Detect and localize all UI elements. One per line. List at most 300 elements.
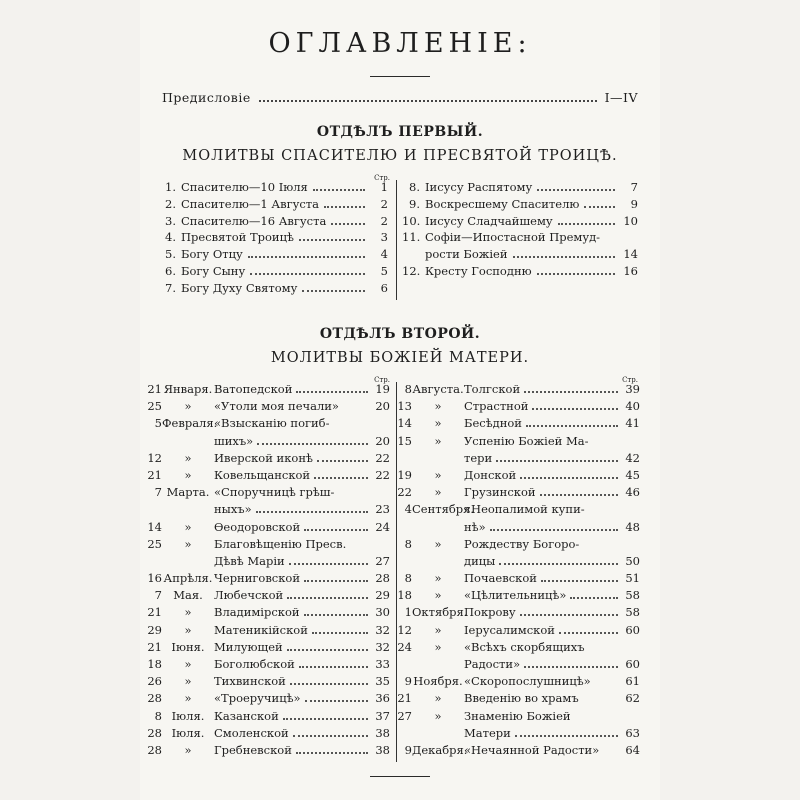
page-column-label: Стр. [374, 376, 390, 384]
leader-dots [490, 529, 618, 531]
entry-title: Ѳеодоровской [214, 519, 301, 534]
section2-heading: ОТДѢЛЪ ВТОРОЙ. [319, 326, 481, 342]
entry-day: 18 [397, 588, 412, 603]
entry-page: 32 [375, 639, 390, 654]
toc-entry [140, 451, 390, 468]
leader-dots [515, 735, 618, 737]
entry-page: 7 [630, 180, 638, 194]
entry-day: 13 [397, 399, 412, 414]
entry-month: » [434, 433, 442, 448]
entry-page: 3 [380, 230, 388, 245]
entry-page: 63 [625, 725, 640, 740]
leader-dots [520, 614, 618, 616]
entry-number: 11. [402, 230, 421, 245]
entry-title: «Цѣлительницѣ» [464, 588, 567, 603]
preface-label: Предисловіе [162, 90, 251, 105]
entry-month: » [434, 571, 442, 586]
entry-page: 24 [375, 519, 390, 534]
leader-dots [532, 408, 618, 410]
leader-dots [513, 256, 615, 258]
entry-title: Тихвинской [214, 674, 286, 689]
entry-title: Любечской [214, 588, 284, 603]
entry-title: «Споручницѣ грѣш- [214, 485, 335, 500]
entry-title: Почаевской [464, 571, 537, 586]
toc-entry [402, 180, 638, 197]
toc-entry [140, 674, 390, 691]
toc-entry [140, 382, 390, 399]
entry-month: Августа. [412, 382, 464, 396]
toc-entry [140, 640, 390, 657]
entry-page: 33 [375, 657, 390, 671]
leader-dots [499, 563, 618, 565]
toc-entry [158, 230, 388, 247]
entry-month: Января. [163, 382, 213, 396]
entry-day: 15 [397, 433, 412, 448]
entry-page: 20 [375, 399, 390, 414]
column-divider [396, 180, 397, 300]
toc-entry [140, 588, 390, 605]
entry-month: Іюля. [171, 708, 205, 723]
toc-entry [390, 399, 640, 416]
entry-day: 22 [397, 485, 412, 500]
toc-entry [390, 468, 640, 485]
entry-title: Донской [464, 467, 517, 482]
entry-day: 9 [404, 742, 412, 757]
entry-page: 28 [375, 571, 390, 586]
entry-title: Покрову [464, 605, 516, 620]
entry-month: » [184, 691, 192, 706]
entry-month: » [434, 639, 442, 654]
entry-month: » [434, 536, 442, 551]
entry-day: 1 [404, 605, 412, 620]
entry-day: 14 [147, 519, 162, 534]
entry-day: 28 [147, 691, 162, 706]
entry-title: Знаменію Божіей [464, 708, 571, 723]
entry-title: Страстной [464, 399, 529, 414]
leader-dots [313, 189, 365, 191]
book-page [140, 0, 660, 800]
entry-title: Спасителю—10 Іюля [181, 180, 308, 194]
toc-entry [140, 743, 390, 760]
toc-entry [140, 605, 390, 622]
entry-month: » [434, 416, 442, 431]
entry-title: шихъ» [214, 433, 254, 448]
leader-dots [314, 477, 368, 479]
toc-entry [140, 520, 390, 537]
entry-number: 3. [165, 213, 176, 228]
leader-dots [299, 666, 368, 668]
entry-day: 9 [404, 674, 412, 689]
entry-title: Толгской [464, 382, 521, 396]
entry-title: Іисусу Сладчайшему [425, 213, 553, 228]
entry-title: Милующей [214, 639, 283, 654]
entry-page: 27 [375, 553, 390, 568]
section2-title: МОЛИТВЫ БОЖІЕЙ МАТЕРИ. [270, 350, 530, 366]
leader-dots [331, 223, 365, 225]
entry-page: 20 [375, 433, 390, 448]
entry-month: » [184, 622, 192, 637]
entry-page: 61 [625, 674, 640, 689]
entry-title: «Взысканію погиб- [214, 416, 330, 431]
section1-right-column [402, 180, 638, 281]
entry-page: 42 [625, 450, 640, 465]
toc-entry [140, 434, 390, 451]
title-rule [370, 76, 430, 77]
toc-entry [140, 468, 390, 485]
entry-title: «Неопалимой купи- [464, 502, 585, 517]
entry-page: 46 [625, 485, 640, 500]
entry-page: 16 [623, 263, 638, 278]
page-column-label: Стр. [374, 174, 390, 182]
entry-day: 4 [404, 502, 412, 517]
entry-page: 38 [375, 742, 390, 757]
preface-pages: I—IV [604, 90, 638, 105]
entry-page: 6 [380, 280, 388, 295]
leader-dots [520, 477, 618, 479]
entry-title: ныхъ» [214, 502, 252, 517]
leader-dots [296, 391, 368, 393]
entry-month: Апрѣля. [163, 571, 213, 586]
entry-month: » [434, 467, 442, 482]
entry-title: Іерусалимской [464, 622, 555, 637]
entry-month: » [434, 485, 442, 500]
entry-title: нѣ» [464, 519, 486, 534]
leader-dots [541, 580, 618, 582]
leader-dots [296, 752, 368, 754]
entry-number: 8. [409, 180, 420, 194]
entry-month: Сентября. [412, 502, 475, 517]
section1-heading: ОТДѢЛЪ ПЕРВЫЙ. [316, 124, 484, 140]
leader-dots [559, 632, 618, 634]
leader-dots [304, 529, 368, 531]
toc-entry [158, 214, 388, 231]
toc-entry [140, 485, 390, 502]
entry-page: 45 [625, 467, 640, 482]
leader-dots [584, 206, 615, 208]
entry-page: 4 [380, 247, 388, 262]
entry-month: » [184, 536, 192, 551]
entry-day: 7 [154, 588, 162, 603]
entry-title: Черниговской [214, 571, 301, 586]
entry-title: Боголюбской [214, 657, 295, 671]
entry-day: 21 [147, 382, 162, 396]
entry-title: Смоленской [214, 725, 289, 740]
entry-day: 12 [397, 622, 412, 637]
entry-page: 2 [380, 213, 388, 228]
toc-entry [140, 709, 390, 726]
entry-month: » [184, 467, 192, 482]
entry-title: Гребневской [214, 742, 292, 757]
toc-entry [390, 537, 640, 554]
entry-day: 14 [397, 416, 412, 431]
entry-page: 40 [625, 399, 640, 414]
entry-day: 27 [397, 708, 412, 723]
entry-month: Ноября. [413, 674, 463, 689]
entry-title: Ковельщанской [214, 467, 311, 482]
toc-entry [402, 214, 638, 231]
entry-month: » [184, 657, 192, 671]
entry-title: Иверской иконѣ [214, 450, 313, 465]
entry-title: Матеникійской [214, 622, 308, 637]
entry-title: «Утоли моя печали» [214, 399, 339, 414]
section2-right-column [390, 382, 640, 760]
entry-day: 25 [147, 399, 162, 414]
entry-title: Кресту Господню [425, 263, 532, 278]
entry-page: 10 [623, 213, 638, 228]
toc-entry [390, 554, 640, 571]
entry-page: 35 [375, 674, 390, 689]
entry-day: 8 [404, 536, 412, 551]
entry-page: 48 [625, 519, 640, 534]
toc-entry [158, 247, 388, 264]
entry-month: » [184, 519, 192, 534]
leader-dots [317, 460, 368, 462]
toc-entry [140, 502, 390, 519]
entry-day: 21 [147, 467, 162, 482]
entry-day: 7 [154, 485, 162, 500]
toc-entry [140, 537, 390, 554]
toc-entry [390, 743, 640, 760]
entry-title: рости Божіей [425, 247, 508, 262]
entry-month: » [184, 450, 192, 465]
entry-day: 29 [147, 622, 162, 637]
entry-month: » [184, 605, 192, 620]
leader-dots [305, 700, 368, 702]
entry-title: Введенію во храмъ [464, 691, 579, 706]
leader-dots [540, 494, 618, 496]
entry-month: Іюля. [171, 725, 205, 740]
entry-day: 12 [147, 450, 162, 465]
entry-number: 7. [165, 280, 176, 295]
entry-month: Октября. [412, 605, 468, 620]
entry-day: 5 [154, 416, 162, 431]
entry-title: Воскресшему Спасителю [425, 196, 580, 211]
entry-title: Радости» [464, 657, 521, 671]
entry-month: » [434, 691, 442, 706]
entry-title: Владимірской [214, 605, 300, 620]
entry-page: 23 [375, 502, 390, 517]
leader-dots [290, 683, 368, 685]
leader-dots [526, 425, 618, 427]
entry-page: 1 [380, 180, 388, 194]
leader-dots [250, 273, 365, 275]
entry-page: 58 [625, 605, 640, 620]
entry-number: 10. [402, 213, 421, 228]
toc-entry [390, 502, 640, 519]
entry-month: » [184, 742, 192, 757]
toc-entry [390, 588, 640, 605]
entry-title: «Нечаянной Радости» [464, 742, 600, 757]
toc-entry [140, 657, 390, 674]
leader-dots [256, 511, 368, 513]
toc-entry [140, 571, 390, 588]
entry-page: 38 [375, 725, 390, 740]
entry-page: 29 [375, 588, 390, 603]
entry-day: 28 [147, 742, 162, 757]
entry-title: Грузинской [464, 485, 536, 500]
entry-page: 39 [625, 382, 640, 396]
section1-left-column [158, 180, 388, 298]
entry-page: 5 [380, 263, 388, 278]
entry-title: Пресвятой Троицѣ [181, 230, 294, 245]
leader-dots [283, 718, 368, 720]
entry-day: 8 [404, 382, 412, 396]
leader-dots [259, 100, 597, 102]
entry-day: 19 [397, 467, 412, 482]
toc-entry [390, 605, 640, 622]
entry-number: 1. [165, 180, 176, 194]
entry-day: 21 [147, 639, 162, 654]
toc-entry [390, 451, 640, 468]
leader-dots [537, 273, 615, 275]
entry-title: Спасителю—1 Августа [181, 196, 320, 211]
leader-dots [496, 460, 618, 462]
toc-entry [390, 520, 640, 537]
toc-entry [390, 416, 640, 433]
toc-entry [390, 623, 640, 640]
toc-entry [140, 726, 390, 743]
toc-entry [390, 640, 640, 657]
toc-entry [140, 623, 390, 640]
toc-entry [390, 434, 640, 451]
entry-title: Рождеству Богоро- [464, 536, 580, 551]
entry-month: » [434, 708, 442, 723]
entry-month: » [184, 399, 192, 414]
toc-entry [390, 485, 640, 502]
leader-dots [524, 391, 618, 393]
entry-page: 14 [623, 247, 638, 262]
entry-day: 21 [397, 691, 412, 706]
entry-title: «Троеручицѣ» [214, 691, 301, 706]
leader-dots [302, 290, 365, 292]
toc-entry [158, 180, 388, 197]
toc-entry [158, 197, 388, 214]
entry-number: 6. [165, 263, 176, 278]
entry-month: » [434, 399, 442, 414]
toc-entry [140, 691, 390, 708]
entry-title: Бесѣдной [464, 416, 522, 431]
entry-page: 36 [375, 691, 390, 706]
toc-entry [402, 247, 638, 264]
leader-dots [304, 580, 368, 582]
leader-dots [324, 206, 365, 208]
entry-page: 64 [625, 742, 640, 757]
entry-month: Іюня. [171, 639, 205, 654]
toc-entry [402, 230, 638, 247]
entry-title: «Скоропослушницѣ» [464, 674, 591, 689]
leader-dots [304, 614, 368, 616]
entry-title: тери [464, 450, 493, 465]
toc-entry [390, 382, 640, 399]
leader-dots [537, 189, 615, 191]
entry-number: 2. [165, 196, 176, 211]
entry-day: 8 [154, 708, 162, 723]
entry-title: Ватопедской [214, 382, 293, 396]
entry-title: Благовѣщенію Пресв. [214, 536, 347, 551]
leader-dots [287, 649, 368, 651]
entry-month: Марта. [166, 485, 210, 500]
leader-dots [558, 223, 615, 225]
entry-title: Дѣвѣ Маріи [214, 553, 285, 568]
entry-day: 24 [397, 639, 412, 654]
entry-title: Успенію Божіей Ма- [464, 433, 589, 448]
bottom-rule [370, 776, 430, 777]
entry-title: дицы [464, 553, 496, 568]
entry-page: 60 [625, 657, 640, 671]
entry-title: Матери [464, 725, 511, 740]
entry-month: Февраля. [162, 416, 218, 431]
page-column-label: Стр. [622, 376, 638, 384]
entry-title: Богу Отцу [181, 247, 243, 262]
leader-dots [299, 239, 365, 241]
section2-left-column [140, 382, 390, 760]
entry-title: Іисусу Распятому [425, 180, 533, 194]
toc-entry [140, 416, 390, 433]
entry-page: 30 [375, 605, 390, 620]
entry-title: Богу Сыну [181, 263, 246, 278]
leader-dots [257, 443, 368, 445]
entry-day: 21 [147, 605, 162, 620]
entry-page: 22 [375, 467, 390, 482]
entry-number: 12. [402, 263, 421, 278]
entry-number: 5. [165, 247, 176, 262]
entry-page: 60 [625, 622, 640, 637]
entry-page: 2 [380, 196, 388, 211]
entry-title: Казанской [214, 708, 279, 723]
entry-page: 32 [375, 622, 390, 637]
entry-title: Богу Духу Святому [181, 280, 298, 295]
leader-dots [293, 735, 368, 737]
entry-page: 50 [625, 553, 640, 568]
toc-entry [158, 264, 388, 281]
entry-month: » [434, 588, 442, 603]
entry-month: » [184, 674, 192, 689]
entry-number: 4. [165, 230, 176, 245]
toc-entry [140, 554, 390, 571]
entry-page: 62 [625, 691, 640, 706]
entry-title: Софіи—Ипостасной Премуд- [425, 230, 601, 245]
preface-entry [162, 90, 638, 106]
toc-entry [390, 571, 640, 588]
toc-entry [402, 197, 638, 214]
entry-page: 51 [625, 571, 640, 586]
toc-entry [158, 281, 388, 298]
leader-dots [287, 597, 368, 599]
entry-month: Декабря. [412, 742, 468, 757]
entry-day: 18 [147, 657, 162, 671]
toc-entry [140, 399, 390, 416]
leader-dots [570, 597, 618, 599]
toc-entry [390, 691, 640, 708]
entry-title: «Всѣхъ скорбящихъ [464, 639, 585, 654]
toc-entry [390, 709, 640, 726]
entry-day: 8 [404, 571, 412, 586]
toc-entry [402, 264, 638, 281]
page-title: ОГЛАВЛЕНІЕ: [268, 28, 532, 59]
entry-title: Спасителю—16 Августа [181, 213, 327, 228]
entry-day: 28 [147, 725, 162, 740]
entry-page: 9 [630, 196, 638, 211]
entry-page: 58 [625, 588, 640, 603]
entry-day: 26 [147, 674, 162, 689]
entry-month: » [434, 622, 442, 637]
entry-page: 41 [625, 416, 640, 431]
entry-day: 16 [147, 571, 162, 586]
section1-title: МОЛИТВЫ СПАСИТЕЛЮ И ПРЕСВЯТОЙ ТРОИЦѢ. [182, 148, 618, 164]
entry-month: Мая. [173, 588, 203, 603]
entry-page: 22 [375, 450, 390, 465]
entry-day: 25 [147, 536, 162, 551]
